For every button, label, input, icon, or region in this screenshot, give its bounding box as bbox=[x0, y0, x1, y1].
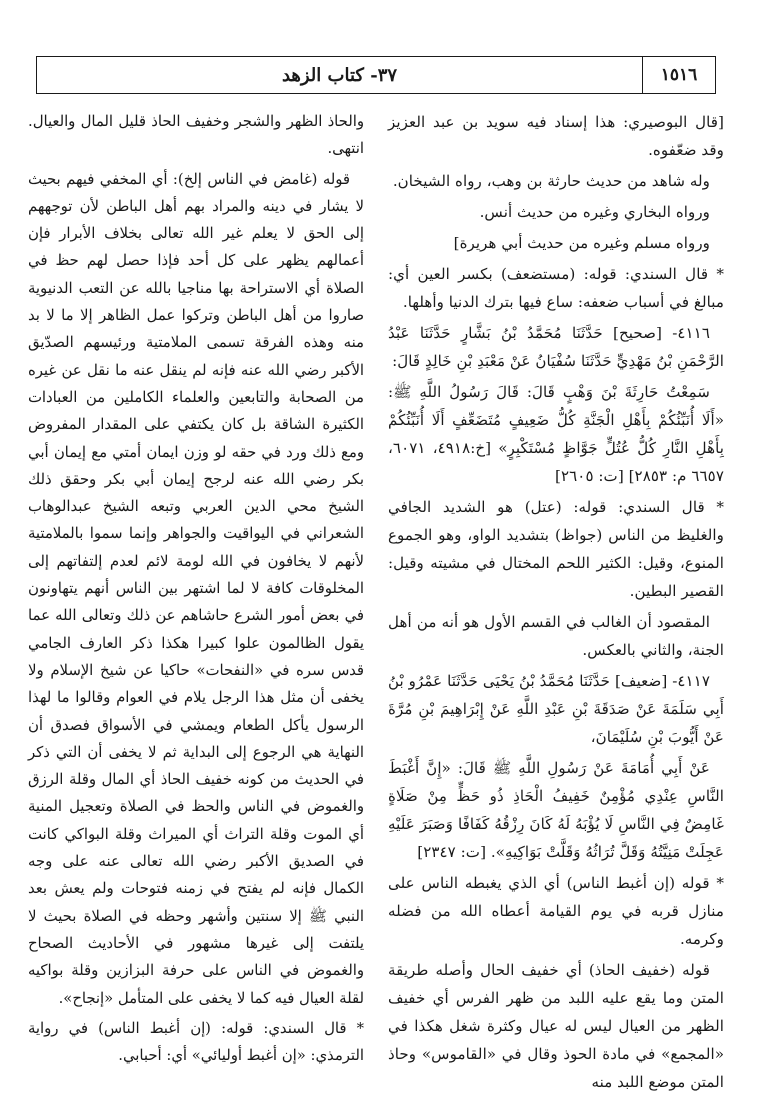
page-number: ١٥١٦ bbox=[642, 57, 715, 93]
paragraph: ورواه البخاري وغيره من حديث أنس. bbox=[479, 203, 710, 221]
right-column bbox=[388, 108, 724, 1099]
commentary-paragraph: * قال السندي: قوله: (إن أغبط الناس) في رواية الترمذي: «إن أغبط أوليائي» أي: أحبابي. bbox=[28, 1019, 364, 1065]
chapter-title: ٣٧- كتاب الزهد bbox=[281, 64, 398, 86]
paragraph: والحاذ الظهر والشجر وخفيف الحاذ قليل المال والعيال. انتهى. bbox=[28, 113, 364, 158]
commentary-paragraph: * قوله (إن أغبط الناس) أي الذي يغبطه الناس على منازل قربه في يوم القيامة أعطاه الله من فضله وكرمه. bbox=[388, 874, 724, 948]
left-column bbox=[28, 108, 364, 1072]
paragraph: قوله (غامض في الناس إلخ): أي المخفي فيهم بحيث لا يشار في دينه والمراد بهم أهل الباطن لأن توجههم إلى الحق لا يعلم غير الله تعالى بخلاف الأبرار فإن أعمالهم يظهر على كل أحد فإذا حصل لهم حظ في الصلاة أي الاستراحة بها مناجيا بالله عن التعب الدنيوية صاروا من أهل الباطن وتركوا عمل الظاهر إلا ما لا بد منه وهذه الفرقة تسمى الملامتية ورئيسهم الصدّيق الأكبر رضي الله عنه فإنه لم ينقل عنه ما نقل عن غيره من الصحابة والتابعين والعلماء الكاملين من العبادات الكثيرة الشاقة بل كان يكتفي على المقدار المفروض ومع ذلك ورد في حقه لو وزن ايمان أمتي مع إيمان أبي بكر رضي الله عنه لرجح إيمان أبي بكر وحقق ذلك الشيخ محي الدين العربي وتبعه الشيخ عبدالوهاب الشعراني في اليواقيت والجواهر وإنما سموا بالملامتية لأنهم لا يخافون في الله لومة لائم لعدم إلتفاتهم إلى المخلوقات كافة لا لما اشتهر بين الناس أنهم يتهاونون في بعض أمور الشرع حاشاهم عن ذلك وتعالى الله عما يقول الظالمون علوا كبيرا هكذا ذكر العارف الجامي قدس سره في «النفحات» حاكيا عن شيخ الإسلام ولا يخفى أن مثل هذا الرجل يلام في العوام وقالوا ما لهذا الرسول يأكل الطعام ويمشي في الأسواق فصدق أن النهاية هي الرجوع إلى البداية ثم لا يخفى أن التي ذكر في الحديث من كونه خفيف الحاذ أي المال وقلة الرزق والغموض في الناس والحظ في الصلاة وتعجيل المنية أي الموت وقلة التراث أي الميراث وقلة البواكي كانت في الصديق الأكبر رضي الله تعالى عنه على وجه الكمال فإنه لم يفتح في زمنه فتوحات ولم يعش بعد النبي ﷺ إلا سنتين وأشهر وحظه في الصلاة بحيث لا يلتفت إلى غيرها مشهور في الأحاديث الصحاح والغموض في الناس على حرفة البزازين وقلة بواكيه لقلة العيال فيه كما لا يخفى على المتأمل «إنجاح». bbox=[28, 170, 364, 1007]
page-header bbox=[36, 56, 716, 94]
commentary-paragraph: * قال السندي: قوله: (مستضعف) بكسر العين أي: مبالغ في أسباب ضعفه: ساع فيها بترك الدنيا وأهلها. bbox=[388, 265, 724, 311]
commentary-paragraph: * قال السندي: قوله: (عتل) هو الشديد الجافي والغليظ من الناس (جواظ) بتشديد الواو، وهو الجموع المنوع، وقيل: الكثير اللحم المختال في مشيته وقيل: القصير البطين. bbox=[388, 498, 724, 600]
paragraph: المقصود أن الغالب في القسم الأول هو أنه من أهل الجنة، والثاني بالعكس. bbox=[388, 613, 724, 659]
hadith-text: سَمِعْتُ حَارِثَةَ بْنَ وَهْبٍ قَالَ: قَالَ رَسُولُ اللَّهِ ﷺ: «أَلَا أُنَبِّئُكُمْ بِأَهْلِ الْجَنَّةِ كُلُّ ضَعِيفٍ مُتَضَعِّفٍ أَلَا أُنَبِّئُكُمْ بِأَهْلِ النَّارِ كُلُّ عُتُلٍّ جَوَّاظٍ مُسْتَكْبِرٍ» [خ:٤٩١٨، ٦٠٧١، ٦٦٥٧ م: ٢٨٥٣] [ت: ٢٦٠٥] bbox=[388, 383, 724, 485]
paragraph: [قال البوصيري: هذا إسناد فيه سويد بن عبد العزيز وقد ضعّفوه. bbox=[388, 113, 724, 159]
hadith-text: عَنْ أَبِي أُمَامَةَ عَنْ رَسُولِ اللَّهِ ﷺ قَالَ: «إِنَّ أَغْبَطَ النَّاسِ عِنْدِي مُؤْمِنٌ خَفِيفُ الْحَاذِ ذُو حَظٍّ مِنْ صَلَاةٍ غَامِضٌ فِي النَّاسِ لَا يُؤْبَهُ لَهُ كَانَ رِزْقُهُ كَفَافًا وَصَبَرَ عَلَيْهِ عَجِلَتْ مَنِيَّتُهُ وَقَلَّ تُرَاثُهُ وَقَلَّتْ بَوَاكِيهِ». [ت: ٢٣٤٧] bbox=[388, 759, 724, 861]
paragraph: قوله (خفيف الحاذ) أي خفيف الحال وأصله طريقة المتن وما يقع عليه اللبد من ظهر الفرس أي خفيف الظهر من العيال ليس له عيال وكثرة شغل هكذا في «المجمع» في مادة الحوذ وقال في «القاموس» وحاذ المتن موضع اللبد منه bbox=[388, 961, 724, 1091]
hadith-chain: ٤١١٧- [ضعيف] حَدَّثَنَا مُحَمَّدُ بْنُ يَحْيَى حَدَّثَنَا عَمْرُو بْنُ أَبِي سَلَمَةَ عَنْ صَدَقَةَ بْنِ عَبْدِ اللَّهِ عَنْ إِبْرَاهِيمَ بْنِ مُرَّةَ عَنْ أَيُّوبَ بْنِ سُلَيْمَانَ، bbox=[388, 672, 724, 746]
hadith-chain: ٤١١٦- [صحيح] حَدَّثَنَا مُحَمَّدُ بْنُ بَشَّارٍ حَدَّثَنَا عَبْدُ الرَّحْمَنِ بْنُ مَهْدِيٍّ حَدَّثَنَا سُفْيَانُ عَنْ مَعْبَدِ بْنِ خَالِدٍ قَالَ: bbox=[388, 324, 724, 370]
paragraph: وله شاهد من حديث حارثة بن وهب، رواه الشيخان. bbox=[392, 172, 710, 190]
paragraph: ورواه مسلم وغيره من حديث أبي هريرة] bbox=[453, 234, 710, 252]
